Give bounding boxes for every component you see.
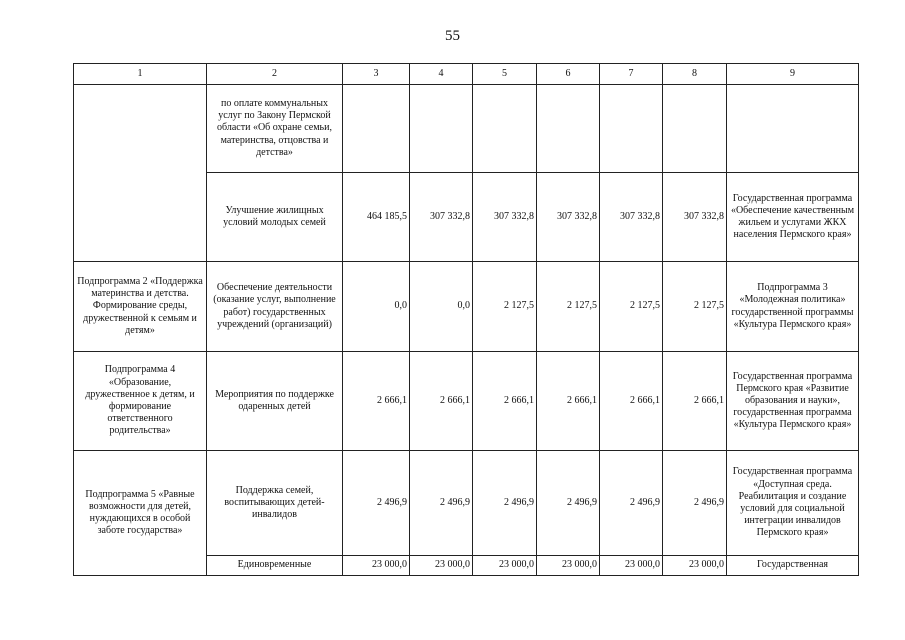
state-program-cell (727, 85, 859, 173)
state-program-cell: Государственная (727, 556, 859, 576)
value-cell (410, 85, 473, 173)
value-cell: 2 127,5 (473, 262, 537, 352)
table-row (74, 262, 859, 352)
table-row (74, 85, 859, 173)
value-cell: 2 666,1 (473, 352, 537, 451)
header-cell: 8 (663, 64, 727, 85)
value-cell: 2 666,1 (537, 352, 600, 451)
value-cell (343, 85, 410, 173)
value-cell: 2 127,5 (537, 262, 600, 352)
header-cell: 1 (74, 64, 207, 85)
measure-cell: Единовременные (207, 556, 343, 576)
value-cell: 2 666,1 (410, 352, 473, 451)
measure-cell: Поддержка семей, воспитывающих детей-инвалидов (207, 451, 343, 556)
header-cell: 3 (343, 64, 410, 85)
value-cell: 2 496,9 (473, 451, 537, 556)
header-cell: 5 (473, 64, 537, 85)
state-program-cell: Государственная программа «Обеспечение качественным жильем и услугами ЖКХ населения Пермского края» (727, 173, 859, 262)
value-cell: 23 000,0 (600, 556, 663, 576)
page-number: 55 (445, 28, 460, 44)
program-cell: Подпрограмма 4 «Образование, дружественное к детям, и формирование ответственного родительства» (74, 352, 207, 451)
value-cell: 307 332,8 (663, 173, 727, 262)
value-cell: 307 332,8 (410, 173, 473, 262)
value-cell: 23 000,0 (663, 556, 727, 576)
header-cell: 7 (600, 64, 663, 85)
value-cell: 2 496,9 (600, 451, 663, 556)
measure-cell: по оплате коммунальных услуг по Закону Пермской области «Об охране семьи, материнства, отцовства и детства» (207, 85, 343, 173)
table-row (74, 352, 859, 451)
value-cell: 307 332,8 (537, 173, 600, 262)
state-program-cell: Подпрограмма 3 «Молодежная политика» государственной программы «Культура Пермского края» (727, 262, 859, 352)
value-cell: 2 496,9 (343, 451, 410, 556)
value-cell (473, 85, 537, 173)
measure-cell: Мероприятия по поддержке одаренных детей (207, 352, 343, 451)
value-cell: 23 000,0 (537, 556, 600, 576)
value-cell: 2 496,9 (663, 451, 727, 556)
value-cell: 464 185,5 (343, 173, 410, 262)
value-cell: 23 000,0 (410, 556, 473, 576)
value-cell: 2 496,9 (537, 451, 600, 556)
value-cell: 307 332,8 (600, 173, 663, 262)
header-cell: 2 (207, 64, 343, 85)
program-cell: Подпрограмма 2 «Поддержка материнства и детства. Формирование среды, дружественной к семьям и детям» (74, 262, 207, 352)
table-row (74, 451, 859, 556)
header-cell: 9 (727, 64, 859, 85)
value-cell (537, 85, 600, 173)
measure-cell: Улучшение жилищных условий молодых семей (207, 173, 343, 262)
header-cell: 6 (537, 64, 600, 85)
value-cell: 2 666,1 (343, 352, 410, 451)
value-cell: 307 332,8 (473, 173, 537, 262)
value-cell (663, 85, 727, 173)
state-program-cell: Государственная программа «Доступная среда. Реабилитация и создание условий для социальной интеграции инвалидов Пермского края» (727, 451, 859, 556)
value-cell (600, 85, 663, 173)
value-cell: 2 496,9 (410, 451, 473, 556)
value-cell: 23 000,0 (473, 556, 537, 576)
value-cell: 23 000,0 (343, 556, 410, 576)
state-program-cell: Государственная программа Пермского края «Развитие образования и науки», государственная программа «Культура Пермского края» (727, 352, 859, 451)
program-cell: Подпрограмма 5 «Равные возможности для детей, нуждающихся в особой заботе государства» (74, 451, 207, 576)
value-cell: 2 666,1 (663, 352, 727, 451)
value-cell: 0,0 (343, 262, 410, 352)
program-cell (74, 85, 207, 262)
budget-table (73, 63, 859, 576)
value-cell: 2 127,5 (663, 262, 727, 352)
value-cell: 2 666,1 (600, 352, 663, 451)
value-cell: 2 127,5 (600, 262, 663, 352)
measure-cell: Обеспечение деятельности (оказание услуг, выполнение работ) государственных учреждений (организаций) (207, 262, 343, 352)
header-cell: 4 (410, 64, 473, 85)
value-cell: 0,0 (410, 262, 473, 352)
header-row (74, 64, 859, 85)
